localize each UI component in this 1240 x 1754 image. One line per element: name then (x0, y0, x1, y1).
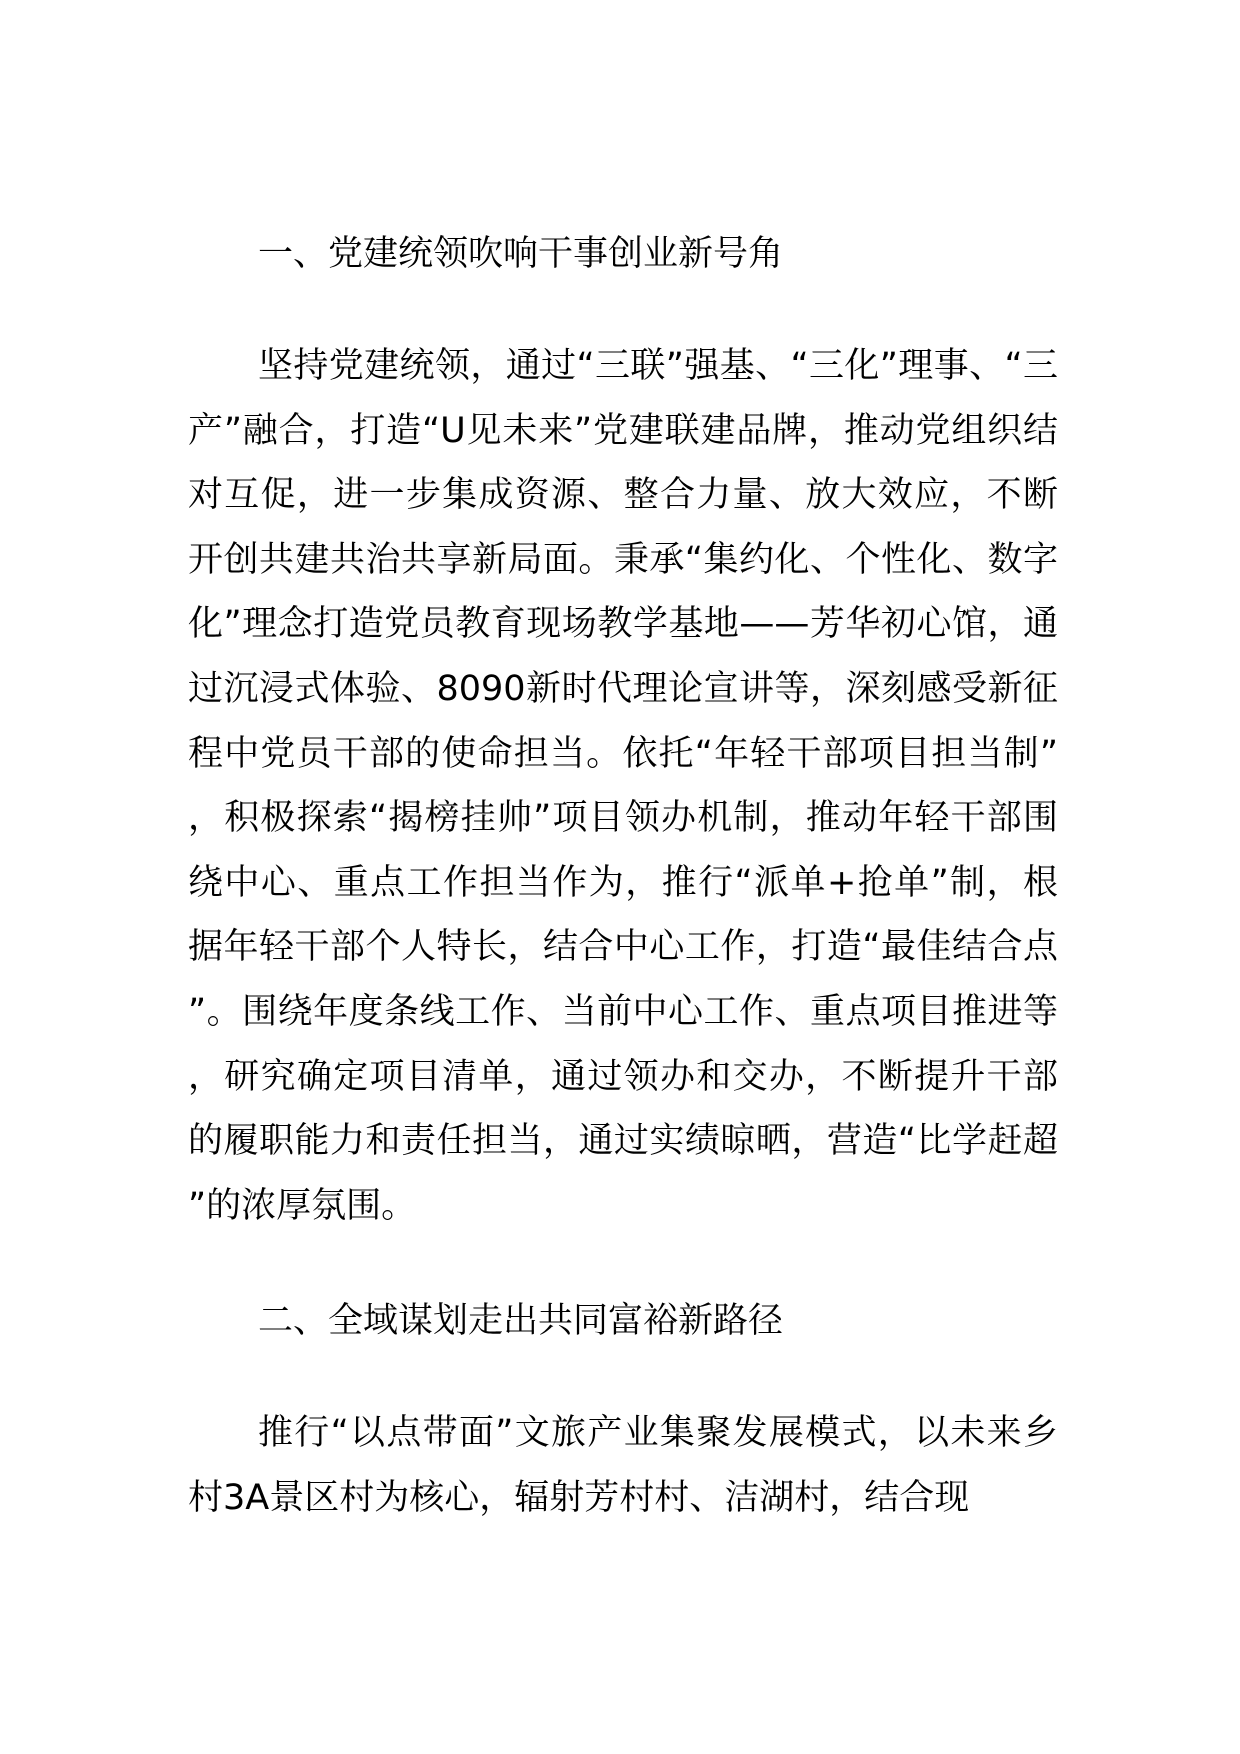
section-1-paragraph: 坚持党建统领，通过“三联”强基、“三化”理事、“三产”融合，打造“U见未来”党建联建品牌，推动党组织结对互促，进一步集成资源、整合力量、放大效应，不断开创共建共治共享新局面。秉承“集约化、个性化、数字化”理念打造党员教育现场教学基地——芳华初心馆，通过沉浸式体验、8090新时代理论宣讲等，深刻感受新征程中党员干部的使命担当。依托“年轻干部项目担当制”，积极探索“揭榜挂帅”项目领办机制，推动年轻干部围绕中心、重点工作担当作为，推行“派单+抢单”制，根据年轻干部个人特长，结合中心工作，打造“最佳结合点”。围绕年度条线工作、当前中心工作、重点项目推进等，研究确定项目清单，通过领办和交办，不断提升干部的履职能力和责任担当，通过实绩晾晒，营造“比学赶超”的浓厚氛围。 (188, 346, 1058, 1226)
section-1-heading: 一、党建统领吹响干事创业新号角 (258, 234, 784, 274)
section-2-heading: 二、全域谋划走出共同富裕新路径 (258, 1301, 784, 1342)
section-2-paragraph: 推行“以点带面”文旅产业集聚发展模式，以未来乡村3A景区村为核心，辐射芳村村、洁湖村，结合现 (188, 1413, 1058, 1518)
document-body (188, 222, 1058, 1531)
